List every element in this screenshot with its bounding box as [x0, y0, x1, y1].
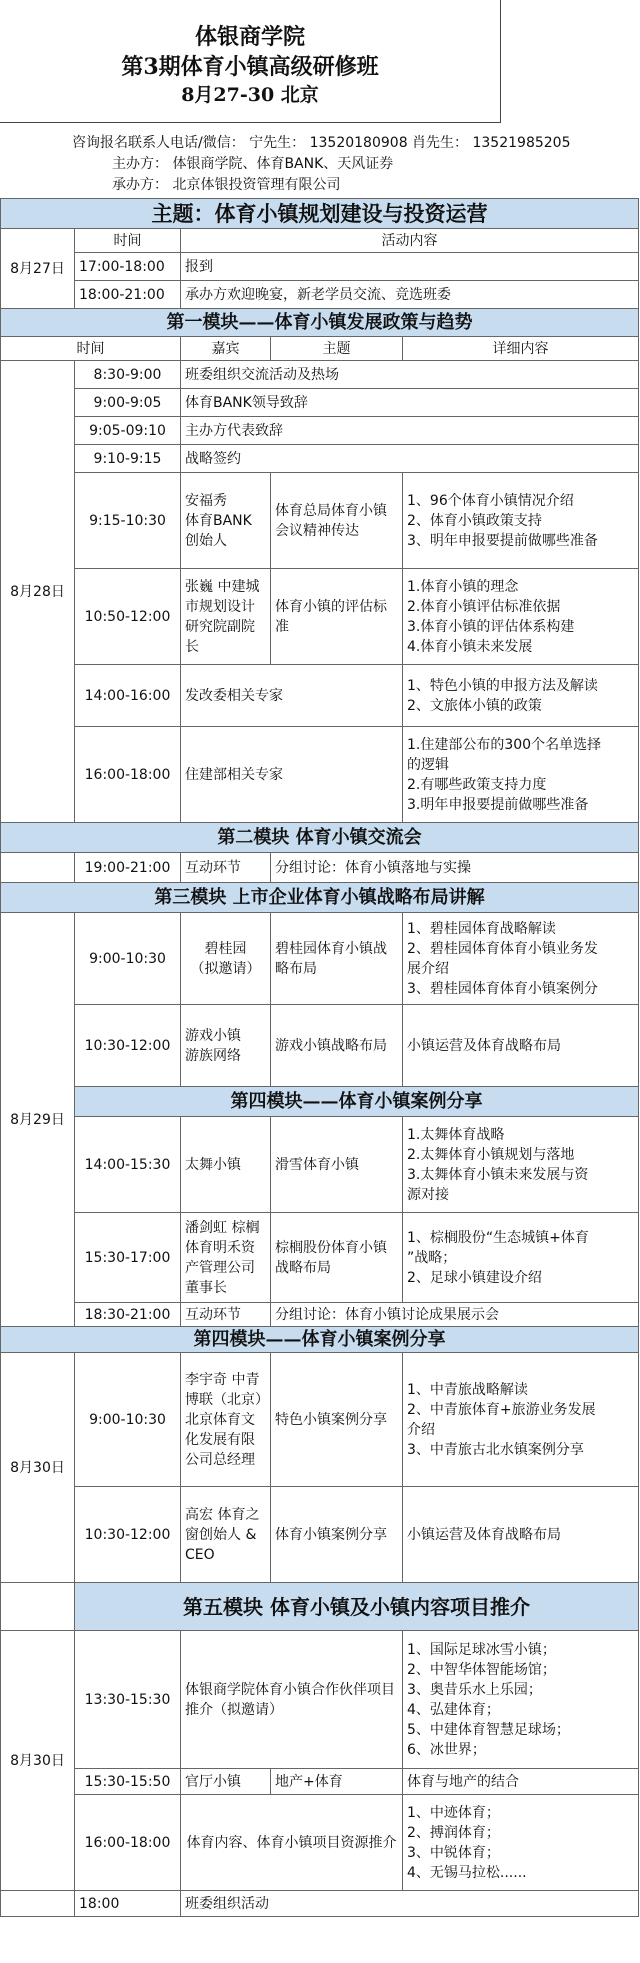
undertaker-info: 承办方： 北京体银投资管理有限公司	[112, 177, 341, 193]
time-cell: 18:00-21:00	[75, 281, 181, 309]
table-row	[1, 665, 639, 727]
detail-line: 1、中青旅战略解读	[407, 1381, 528, 1398]
time-cell: 9:00-9:05	[75, 389, 181, 417]
theme-row	[1, 199, 639, 229]
module4a-title-row	[1, 1087, 639, 1117]
header-topic: 主题	[271, 337, 403, 361]
guest-line: （拟邀请）	[190, 960, 261, 977]
blank-cell	[1, 1583, 75, 1631]
guest-line: 体育BANK	[185, 512, 252, 529]
module5-title: 第五模块 体育小镇及小镇内容项目推介	[75, 1583, 639, 1631]
guest-line: 创始人	[185, 532, 227, 549]
detail-line: 2.有哪些政策支持力度	[407, 776, 547, 793]
detail-line: 1、棕榈股份“生态城镇+体育	[407, 1229, 589, 1246]
guest-cell: 太舞小镇	[181, 1117, 271, 1213]
detail-line: 2.太舞体育小镇规划与落地	[407, 1146, 575, 1163]
content-cell: 体育BANK领导致辞	[181, 389, 639, 417]
day27-date: 8月27日	[1, 229, 75, 309]
detail-line: 6、冰世界；	[407, 1741, 486, 1758]
detail-line: 2、足球小镇建设介绍	[407, 1269, 542, 1286]
table-row	[1, 569, 639, 665]
detail-line: 源对接	[407, 1186, 449, 1203]
guest-cell: 互动环节	[181, 853, 271, 883]
table-row	[1, 281, 639, 309]
guest-cell: 张巍 中建城市规划设计研究院副院长	[181, 569, 271, 665]
detail-cell	[403, 727, 639, 823]
guest-cell	[181, 913, 271, 1005]
day29-date: 8月29日	[1, 913, 75, 1327]
detail-cell	[403, 1117, 639, 1213]
detail-line: 1.太舞体育战略	[407, 1126, 505, 1143]
detail-line: 的逻辑	[407, 756, 449, 773]
theme-title: 主题：体育小镇规划建设与投资运营	[1, 199, 639, 229]
detail-line: 2.体育小镇评估标准依据	[407, 598, 561, 615]
topic-cell: 分组讨论：体育小镇讨论成果展示会	[271, 1303, 639, 1327]
topic-cell: 分组讨论：体育小镇落地与实操	[271, 853, 639, 883]
guest-cell: 潘剑虹 棕榈体育明禾资产管理公司董事长	[181, 1213, 271, 1303]
detail-line: 3.体育小镇的评估体系构建	[407, 618, 575, 635]
header-time: 时间	[1, 337, 181, 361]
header-title-line1: 体银商学院	[194, 24, 305, 50]
module2-title: 第二模块 体育小镇交流会	[1, 823, 639, 853]
table-row	[1, 727, 639, 823]
content-cell: 主办方代表致辞	[181, 417, 639, 445]
detail-line: 2、碧桂园体育体育小镇业务发	[407, 940, 598, 957]
detail-line: 3、明年申报要提前做哪些准备	[407, 532, 598, 549]
content-cell: 班委组织活动	[181, 1891, 639, 1917]
topic-cell: 体育内容、体育小镇项目资源推介	[181, 1795, 403, 1891]
time-cell: 13:30-15:30	[75, 1631, 181, 1769]
schedule-table	[0, 198, 639, 1917]
guest-cell: 李宇奇 中青博联（北京）北京体育文化发展有限公司总经理	[181, 1353, 271, 1487]
organizer-info: 主办方： 体银商学院、体育BANK、天风证券	[112, 156, 394, 172]
detail-line: 1、国际足球冰雪小镇；	[407, 1641, 556, 1658]
module1-header-row	[1, 337, 639, 361]
detail-line: 2、中智华体智能场馆；	[407, 1661, 556, 1678]
time-cell: 14:00-16:00	[75, 665, 181, 727]
detail-line: 4、无锡马拉松......	[407, 1864, 527, 1881]
time-cell: 10:30-12:00	[75, 1487, 181, 1583]
header-date-line: 8月27-30 北京	[181, 84, 319, 106]
guest-cell: 高宏 体育之窗创始人 &CEO	[181, 1487, 271, 1583]
detail-line: 3.明年申报要提前做哪些准备	[407, 796, 589, 813]
time-cell: 9:00-10:30	[75, 913, 181, 1005]
detail-line: 1、碧桂园体育战略解读	[407, 920, 556, 937]
table-row	[1, 1769, 639, 1795]
day30-date: 8月30日	[1, 1353, 75, 1583]
detail-cell	[403, 1795, 639, 1891]
module5-title-row	[1, 1583, 639, 1631]
contact-info: 咨询报名联系人电话/微信： 宁先生： 13520180908 肖先生： 13521985205	[72, 135, 571, 151]
time-cell: 9:15-10:30	[75, 473, 181, 569]
detail-line: 2、搏润体育；	[407, 1824, 500, 1841]
detail-cell	[403, 913, 639, 1005]
blank-cell	[1, 853, 75, 883]
detail-line: 1、特色小镇的申报方法及解读	[407, 677, 598, 694]
detail-cell	[403, 665, 639, 727]
guest-cell: 官厅小镇	[181, 1769, 271, 1795]
guest-cell: 发改委相关专家	[181, 665, 403, 727]
time-cell: 19:00-21:00	[75, 853, 181, 883]
detail-line: 3、中青旅古北水镇案例分享	[407, 1441, 584, 1458]
detail-line: 5、中建体育智慧足球场；	[407, 1721, 570, 1738]
guest-cell	[181, 1005, 271, 1087]
table-row	[1, 473, 639, 569]
table-row	[1, 1005, 639, 1087]
time-cell: 9:10-9:15	[75, 445, 181, 473]
topic-cell: 游戏小镇战略布局	[271, 1005, 403, 1087]
topic-cell: 体育总局体育小镇会议精神传达	[271, 473, 403, 569]
module1-title: 第一模块——体育小镇发展政策与趋势	[1, 309, 639, 337]
header-title-line2: 第3期体育小镇高级研修班	[121, 54, 379, 80]
header-detail: 详细内容	[403, 337, 639, 361]
topic-cell: 体银商学院体育小镇合作伙伴项目推介（拟邀请）	[181, 1631, 403, 1769]
table-row	[1, 1631, 639, 1769]
table-row	[1, 253, 639, 281]
detail-cell	[403, 569, 639, 665]
table-row	[1, 1795, 639, 1891]
time-cell: 14:00-15:30	[75, 1117, 181, 1213]
guest-line: 游戏小镇	[185, 1027, 241, 1044]
detail-cell	[403, 1631, 639, 1769]
time-cell: 18:00	[75, 1891, 181, 1917]
module4b-title: 第四模块——体育小镇案例分享	[1, 1327, 639, 1353]
guest-line: 游族网络	[185, 1047, 241, 1064]
time-cell: 16:00-18:00	[75, 727, 181, 823]
guest-cell	[181, 473, 271, 569]
detail-cell: 体育与地产的结合	[403, 1769, 639, 1795]
detail-line: 3、奥昔乐水上乐园；	[407, 1681, 542, 1698]
topic-cell: 碧桂园体育小镇战略布局	[271, 913, 403, 1005]
detail-line: 4.体育小镇未来发展	[407, 638, 533, 655]
header-guest: 嘉宾	[181, 337, 271, 361]
detail-line: ”战略；	[407, 1249, 457, 1266]
topic-cell: 地产+体育	[271, 1769, 403, 1795]
time-cell: 9:05-09:10	[75, 417, 181, 445]
topic-cell: 滑雪体育小镇	[271, 1117, 403, 1213]
document-header	[0, 0, 501, 123]
module3-title: 第三模块 上市企业体育小镇战略布局讲解	[1, 883, 639, 913]
blank-cell	[1, 1891, 75, 1917]
module3-title-row	[1, 883, 639, 913]
table-row	[1, 1487, 639, 1583]
time-cell: 10:30-12:00	[75, 1005, 181, 1087]
day27-header-row	[1, 229, 639, 253]
time-cell: 15:30-17:00	[75, 1213, 181, 1303]
topic-cell: 体育小镇的评估标准	[271, 569, 403, 665]
detail-line: 展介绍	[407, 960, 449, 977]
guest-line: 安福秀	[185, 492, 227, 509]
table-row	[1, 445, 639, 473]
detail-line: 3、碧桂园体育体育小镇案例分	[407, 980, 598, 997]
table-row	[1, 1117, 639, 1213]
content-cell: 战略签约	[181, 445, 639, 473]
table-row	[1, 361, 639, 389]
detail-cell	[403, 1213, 639, 1303]
table-row	[1, 853, 639, 883]
detail-line: 3、中锐体育；	[407, 1844, 500, 1861]
day28-date: 8月28日	[1, 361, 75, 823]
guest-cell: 互动环节	[181, 1303, 271, 1327]
table-row	[1, 1303, 639, 1327]
topic-cell: 特色小镇案例分享	[271, 1353, 403, 1487]
detail-line: 1、中迹体育；	[407, 1804, 500, 1821]
module4a-title: 第四模块——体育小镇案例分享	[75, 1087, 639, 1117]
detail-line: 2、中青旅体育+旅游业务发展	[407, 1401, 596, 1418]
module4b-title-row	[1, 1327, 639, 1353]
time-cell: 15:30-15:50	[75, 1769, 181, 1795]
content-cell: 班委组织交流活动及热场	[181, 361, 639, 389]
detail-line: 1.住建部公布的300个名单选择	[407, 736, 602, 753]
time-cell: 9:00-10:30	[75, 1353, 181, 1487]
table-row	[1, 1891, 639, 1917]
time-cell: 17:00-18:00	[75, 253, 181, 281]
module1-title-row	[1, 309, 639, 337]
detail-line: 4、弘建体育；	[407, 1701, 500, 1718]
day30-date-2: 8月30日	[1, 1631, 75, 1891]
guest-cell: 住建部相关专家	[181, 727, 403, 823]
topic-cell: 体育小镇案例分享	[271, 1487, 403, 1583]
table-row	[1, 913, 639, 1005]
detail-line: 1.体育小镇的理念	[407, 578, 519, 595]
content-cell: 承办方欢迎晚宴，新老学员交流、竞选班委	[181, 281, 639, 309]
content-cell: 报到	[181, 253, 639, 281]
module2-title-row	[1, 823, 639, 853]
detail-line: 1、96个体育小镇情况介绍	[407, 492, 574, 509]
time-cell: 8:30-9:00	[75, 361, 181, 389]
table-row	[1, 1213, 639, 1303]
detail-cell: 小镇运营及体育战略布局	[403, 1487, 639, 1583]
table-row	[1, 389, 639, 417]
detail-line: 2、文旅体小镇的政策	[407, 697, 542, 714]
detail-cell: 小镇运营及体育战略布局	[403, 1005, 639, 1087]
time-cell: 18:30-21:00	[75, 1303, 181, 1327]
table-row	[1, 1353, 639, 1487]
time-cell: 10:50-12:00	[75, 569, 181, 665]
time-cell: 16:00-18:00	[75, 1795, 181, 1891]
detail-cell	[403, 1353, 639, 1487]
day27-header-content: 活动内容	[181, 229, 639, 253]
detail-cell	[403, 473, 639, 569]
detail-line: 介绍	[407, 1421, 435, 1438]
guest-line: 碧桂园	[204, 940, 247, 957]
day27-header-time: 时间	[75, 229, 181, 253]
detail-line: 3.太舞体育小镇未来发展与资	[407, 1166, 589, 1183]
topic-cell: 棕榈股份体育小镇战略布局	[271, 1213, 403, 1303]
detail-line: 2、体育小镇政策支持	[407, 512, 542, 529]
table-row	[1, 417, 639, 445]
